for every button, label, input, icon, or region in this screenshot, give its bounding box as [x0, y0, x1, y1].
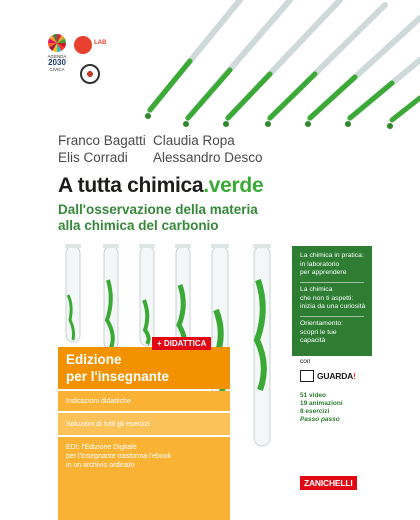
feature-text: capacità — [300, 337, 326, 344]
test-tube-3 — [139, 244, 155, 346]
con-label: con — [300, 358, 311, 365]
book-subtitle — [58, 202, 288, 234]
author-name: Alessandro Desco — [153, 150, 263, 165]
sdg-ring-icon — [48, 34, 66, 52]
media-passo: Passo passo — [300, 416, 340, 423]
lab-icon — [74, 36, 92, 54]
title-line: per l'insegnante — [66, 369, 169, 384]
media-list — [300, 392, 343, 424]
video-screen-icon — [300, 370, 314, 382]
subtitle-line: Dall'osservazione della materia — [58, 202, 258, 217]
feature-text: inizia da una curiosità — [300, 303, 366, 310]
feature-orientation — [300, 320, 372, 346]
test-tube-2 — [103, 244, 119, 350]
test-tube-1 — [65, 244, 81, 342]
feature-text: La chimica — [300, 286, 333, 293]
title-line: Edizione — [66, 352, 122, 367]
teacher-edi-row — [58, 437, 230, 520]
pipettes-illustration — [130, 0, 420, 150]
guarda-logo — [300, 367, 356, 387]
teacher-edition-header — [58, 347, 230, 389]
pipette-6 — [345, 60, 420, 127]
edi-text: per l'Insegnante trasforma l'ebook — [66, 453, 172, 460]
edi-text: EDI: l'Edizione Digitale — [66, 444, 137, 451]
compass-icon — [80, 64, 100, 84]
feature-curiosity — [300, 286, 372, 312]
features-panel — [292, 246, 372, 504]
teacher-edition-title — [66, 351, 169, 385]
agenda-year: 2030 — [48, 58, 66, 67]
teacher-row: Soluzioni di tutti gli esercizi — [58, 413, 230, 435]
edi-text: in un archivio ordinato — [66, 462, 135, 469]
divider — [300, 316, 364, 317]
media-videos: 51 video — [300, 392, 327, 399]
didattica-badge: + DIDATTICA — [152, 337, 211, 350]
badges — [44, 34, 120, 96]
guarda-text: GUARDA — [317, 371, 354, 381]
author-name: Claudia Ropa — [153, 133, 235, 148]
agenda-civica: CIVICA — [49, 67, 65, 72]
lab-label: LAB — [94, 40, 107, 46]
title-accent: .verde — [203, 174, 264, 197]
authors-row-2 — [58, 149, 263, 166]
author-name: Franco Bagatti — [58, 133, 146, 148]
guarda-label — [317, 371, 356, 381]
book-title — [58, 174, 263, 198]
agenda-2030-badge — [44, 34, 70, 94]
title-main: A tutta chimica — [58, 174, 204, 197]
pipette-1 — [145, 0, 240, 119]
feature-text: scopri le tue — [300, 328, 337, 336]
feature-text: per apprendere — [300, 269, 347, 276]
authors — [58, 132, 263, 166]
media-animations: 19 animazioni — [300, 400, 343, 407]
feature-text: La chimica in pratica: — [300, 252, 364, 259]
media-exercises: 8 esercizi — [300, 408, 330, 415]
agenda-label: AGENDA — [47, 54, 67, 59]
feature-text: in laboratorio — [300, 260, 340, 268]
teacher-edition-panel — [58, 339, 230, 520]
teacher-row: Indicazioni didattiche — [58, 391, 230, 411]
subtitle-line: alla chimica del carbonio — [58, 218, 219, 233]
feature-text: Orientamento: — [300, 320, 344, 327]
pipette-7 — [387, 98, 420, 129]
guarda-exclamation: ! — [353, 371, 356, 381]
author-name: Elis Corradi — [58, 150, 128, 165]
test-tube-6 — [253, 244, 271, 446]
feature-lab — [300, 252, 372, 278]
feature-text: che non ti aspetti: — [300, 294, 354, 302]
authors-row-1 — [58, 132, 263, 149]
divider — [300, 282, 364, 283]
publisher-logo: ZANICHELLI — [300, 476, 357, 490]
